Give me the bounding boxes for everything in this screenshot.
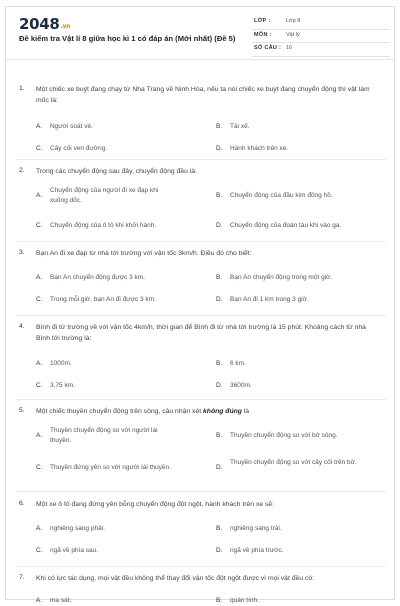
- option-letter: B.: [216, 432, 223, 439]
- option-text: Chuyển động của người đi xe đạp khi xuống dốc.: [50, 187, 159, 204]
- option-text: Thuyền chuyển động so với người lái thuyền.: [50, 427, 158, 444]
- option-letter: A.: [36, 192, 43, 199]
- option-text: Chuyển động của ô tô khi khởi hành.: [50, 222, 157, 229]
- option-letter: C.: [36, 464, 43, 471]
- meta-key: SỐ CÂU :: [254, 45, 282, 51]
- option-text: ma sát.: [50, 597, 72, 604]
- document-title: Đề kiểm tra Vật lí 8 giữa học kì 1 có đáp án (Mới nhất) (Đề 5): [19, 34, 236, 43]
- question-text-start: Một chiếc thuyền chuyển động trên sông, câu nhận xét: [36, 408, 204, 415]
- option-letter: C.: [36, 296, 43, 303]
- page-header: [6, 7, 396, 59]
- question-number: 4.: [19, 323, 25, 330]
- option-text: Chuyển động của đầu kim đồng hồ.: [230, 192, 333, 199]
- option-letter: B.: [216, 360, 223, 367]
- option-letter: D.: [216, 464, 223, 471]
- option-text: Bạn An đi 1 km trong 3 giờ.: [230, 296, 309, 303]
- option-letter: B.: [216, 192, 223, 199]
- question-text: Một xe ô tô đang đứng yên bỗng chuyển động đột ngột, hành khách trên xe sẽ:: [36, 501, 275, 508]
- logo-suffix: .vn: [60, 23, 71, 30]
- option-text: Bạn An chuyển động được 3 km.: [50, 274, 145, 281]
- option-text: Hành khách trên xe.: [230, 145, 289, 152]
- option-text: nghiêng sang trái.: [230, 525, 282, 532]
- question-number: 1.: [19, 85, 25, 92]
- option-text: Thuyền đứng yên so với người lái thuyền.: [50, 464, 171, 471]
- question-text: Khi có lực tác dụng, mọi vật đều không thể thay đổi vận tốc đột ngột được vì mọi vật đều có:: [36, 575, 315, 582]
- logo-text: 2048: [19, 15, 60, 33]
- site-logo[interactable]: [19, 16, 70, 35]
- option-letter: C.: [36, 145, 43, 152]
- meta-value: 16: [286, 45, 293, 51]
- option-letter: B.: [216, 123, 223, 130]
- option-text: 3,75 km.: [50, 382, 75, 389]
- option-letter: A.: [36, 597, 43, 604]
- question-text: Một chiếc xe buýt đang chạy từ Nha Trang về Ninh Hòa, nếu ta nói chiếc xe buýt đang chuyển động thì vật làm mốc là:: [36, 86, 370, 104]
- question-text-emphasis: không đúng: [203, 408, 242, 415]
- meta-key: LỚP :: [254, 18, 271, 24]
- exam-page: [5, 6, 395, 604]
- option-letter: C.: [36, 222, 43, 229]
- option-text: 6 km.: [230, 360, 246, 367]
- option-letter: D.: [216, 382, 223, 389]
- question-divider: [16, 491, 386, 492]
- option-letter: D.: [216, 296, 223, 303]
- question-divider: [16, 159, 386, 160]
- meta-value: Vật lý: [286, 31, 300, 38]
- option-text: Bạn An chuyển động trong một giờ.: [230, 274, 333, 281]
- option-letter: D.: [216, 145, 223, 152]
- option-text: Người soát vé.: [50, 123, 93, 130]
- question-number: 2.: [19, 167, 25, 174]
- option-text: quán tính.: [230, 597, 259, 604]
- option-text: Thuyền chuyển động so với cây cối trên bờ.: [230, 459, 357, 466]
- header-divider: [6, 59, 396, 60]
- question-divider: [16, 399, 386, 400]
- option-letter: A.: [36, 432, 43, 439]
- option-text: Thuyền chuyển động so với bờ sông.: [230, 432, 338, 439]
- option-text: 3600m.: [230, 382, 252, 389]
- meta-row-question-count: [252, 43, 390, 57]
- option-letter: B.: [216, 274, 223, 281]
- option-letter: A.: [36, 360, 43, 367]
- option-letter: D.: [216, 222, 223, 229]
- question-divider: [16, 241, 386, 242]
- option-letter: B.: [216, 597, 223, 604]
- option-letter: A.: [36, 525, 43, 532]
- meta-row-subject: [252, 30, 390, 44]
- question-text-end: là: [241, 408, 250, 415]
- option-text: Trong mỗi giờ, bạn An đi được 3 km.: [50, 296, 156, 303]
- option-text: Cây cối ven đường.: [50, 145, 108, 152]
- option-letter: C.: [36, 382, 43, 389]
- option-text: 1000m.: [50, 360, 72, 367]
- option-letter: B.: [216, 525, 223, 532]
- option-text: ngã về phía sau.: [50, 547, 99, 554]
- question-number: 7.: [19, 574, 25, 581]
- option-text: Tài xế.: [230, 123, 250, 130]
- question-number: 6.: [19, 500, 25, 507]
- meta-key: MÔN :: [254, 31, 272, 38]
- option-text: ngã về phía trước.: [230, 547, 284, 554]
- question-text: [36, 407, 381, 418]
- question-number: 5.: [19, 407, 25, 414]
- meta-value: Lớp 8: [286, 18, 301, 24]
- question-number: 3.: [19, 249, 25, 256]
- option-text: nghiêng sang phải.: [50, 525, 105, 532]
- question-text: Bạn An đi xe đạp từ nhà tới trường với vận tốc 3km/h. Điều đó cho biết:: [36, 250, 252, 257]
- question-divider: [16, 566, 386, 567]
- question-text: Trong các chuyển động sau đây, chuyển động đều là:: [36, 168, 197, 175]
- exam-meta-table: [252, 16, 390, 57]
- meta-row-class: [252, 16, 390, 30]
- option-letter: A.: [36, 123, 43, 130]
- option-letter: A.: [36, 274, 43, 281]
- option-letter: D.: [216, 547, 223, 554]
- question-text: Bình đi từ trường về với vận tốc 4km/h, thời gian để Bình đi từ nhà tới trường là 15 phút. Khoảng cách từ nhà Bình tới trường là:: [36, 324, 366, 342]
- question-divider: [16, 315, 386, 316]
- option-text: Chuyển động của đoàn tàu khi vào ga.: [230, 222, 342, 229]
- option-letter: C.: [36, 547, 43, 554]
